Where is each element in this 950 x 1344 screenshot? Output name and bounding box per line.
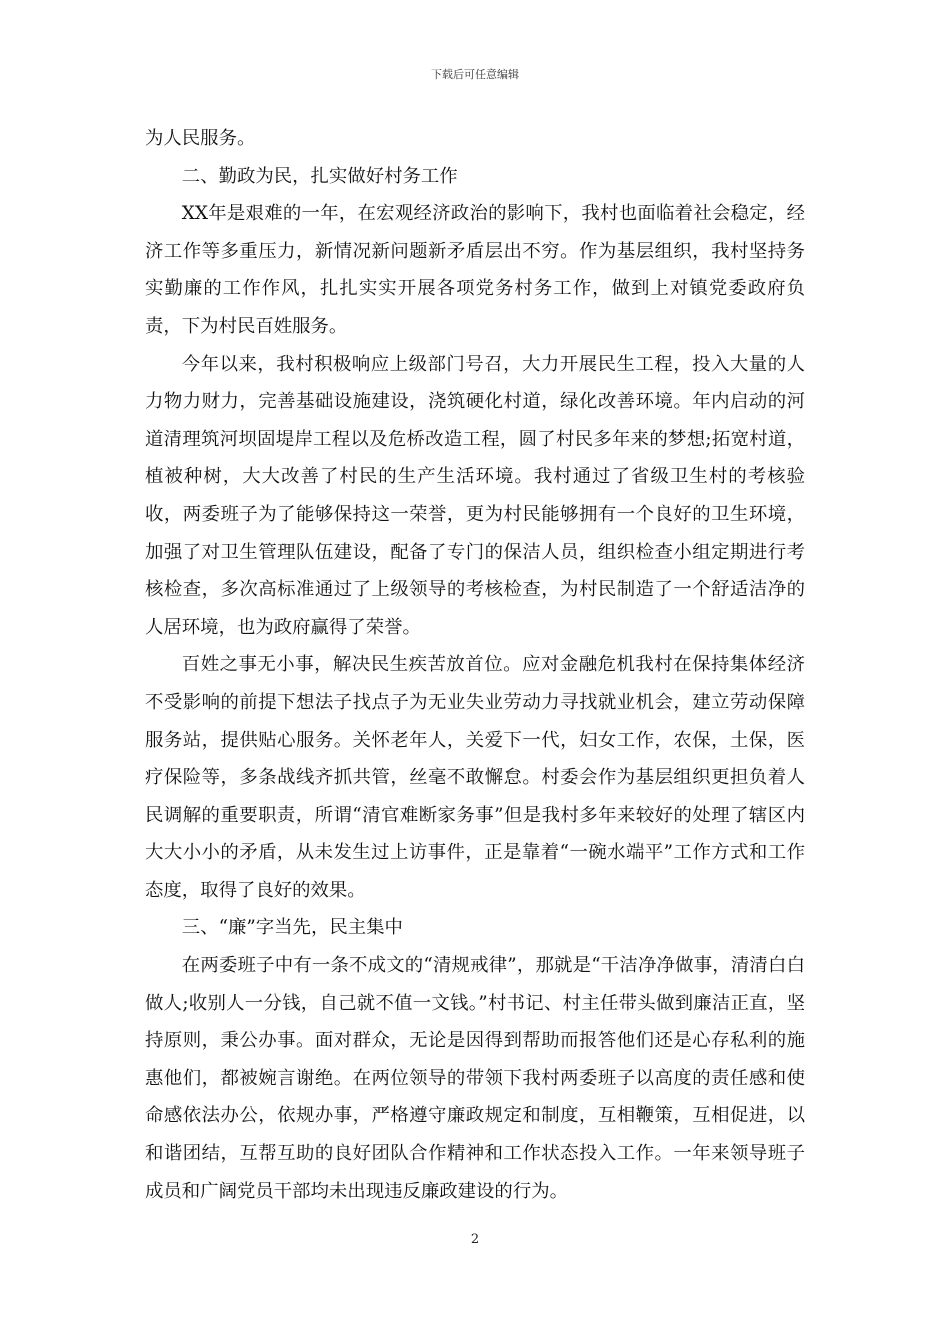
document-body [145,120,805,1210]
paragraph: 在两委班子中有一条不成文的“清规戒律”，那就是“干洁净净做事，清清白白做人;收别人一分钱，自己就不值一文钱。”村书记、村主任带头做到廉洁正直，坚持原则，秉公办事。面对群众，无论是因得到帮助而报答他们还是心存私利的施惠他们，都被婉言谢绝。在两位领导的带领下我村两委班子以高度的责任感和使命感依法办公，依规办事，严格遵守廉政规定和制度，互相鞭策，互相促进，以和谐团结，互帮互助的良好团队合作精神和工作状态投入工作。一年来领导班子成员和广阔党员干部均未出现违反廉政建设的行为。 [145,955,805,1202]
paragraph: XX年是艰难的一年，在宏观经济政治的影响下，我村也面临着社会稳定，经济工作等多重压力，新情况新问题新矛盾层出不穷。作为基层组织，我村坚持务实勤廉的工作作风，扎扎实实开展各项党务村务工作，做到上对镇党委政府负责，下为村民百姓服务。 [145,203,805,337]
section-heading-2: 二、勤政为民，扎实做好村务工作 [181,165,458,187]
section-heading-3: 三、“廉”字当先，民主集中 [181,917,403,939]
paragraph-continuation: 为人民服务。 [145,128,256,149]
paragraph: 今年以来，我村积极响应上级部门号召，大力开展民生工程，投入大量的人力物力财力，完善基础设施建设，浇筑硬化村道，绿化改善环境。年内启动的河道清理筑河坝固堤岸工程以及危桥改造工程，圆了村民多年来的梦想;拓宽村道，植被种树，大大改善了村民的生产生活环境。我村通过了省级卫生村的考核验收，两委班子为了能够保持这一荣誉，更为村民能够拥有一个良好的卫生环境，加强了对卫生管理队伍建设，配备了专门的保洁人员，组织检查小组定期进行考核检查，多次高标准通过了上级领导的考核检查，为村民制造了一个舒适洁净的人居环境，也为政府赢得了荣誉。 [145,353,805,638]
paragraph: 百姓之事无小事，解决民生疾苦放首位。应对金融危机我村在保持集体经济不受影响的前提下想法子找点子为无业失业劳动力寻找就业机会，建立劳动保障服务站，提供贴心服务。关怀老年人，关爱下一代，妇女工作，农保，土保，医疗保险等，多条战线齐抓共管，丝毫不敢懈怠。村委会作为基层组织更担负着人民调解的重要职责，所谓“清官难断家务事”但是我村多年来较好的处理了辖区内大大小小的矛盾，从未发生过上访事件，正是靠着“一碗水端平”工作方式和工作态度，取得了良好的效果。 [145,654,805,901]
page-number: 2 [470,1232,480,1247]
page-header: 下载后可任意编辑 [431,68,519,81]
